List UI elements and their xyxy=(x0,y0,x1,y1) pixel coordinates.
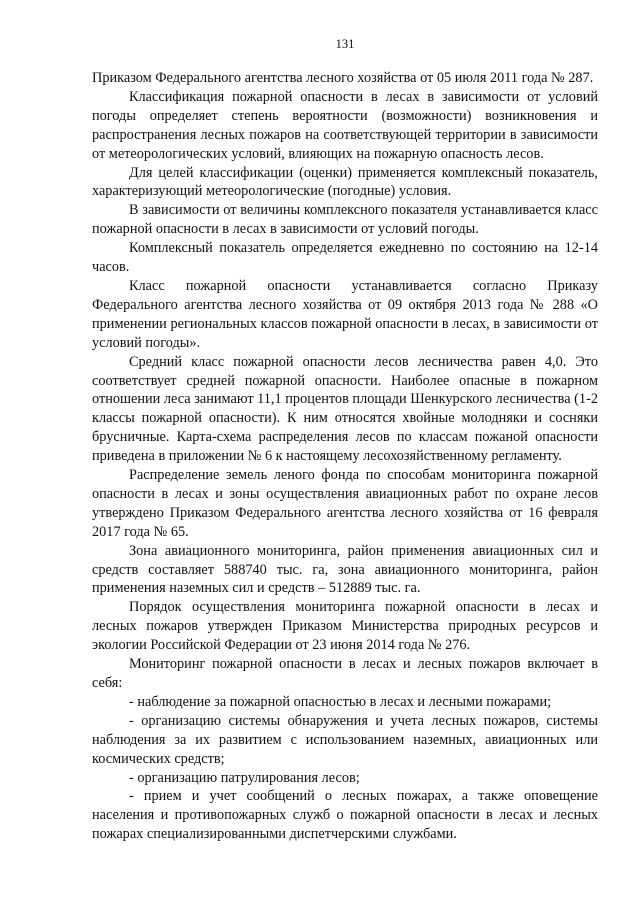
paragraph-complex-indicator: Для целей классификации (оценки) применяется комплексный показатель, характеризующий метеорологические (погодные) условия. xyxy=(92,164,598,200)
paragraph-aviation-zone: Зона авиационного мониторинга, район применения авиационных сил и средств составляет 588740 тыс. га, зона авиационного мониторинга, район применения наземных сил и средств – 512889 тыс. га. xyxy=(92,542,598,597)
paragraph-order-reference: Приказом Федерального агентства лесного хозяйства от 05 июля 2011 года № 287. xyxy=(92,70,594,86)
paragraph-classification: Классификация пожарной опасности в лесах в зависимости от условий погоды определяет степень вероятности (возможности) возникновения и распространения лесных пожаров на соответствующей территории в зависимости от метеорологических условий, влияющих на пожарную опасность лесов. xyxy=(92,88,598,162)
list-item-patrolling: - организацию патрулирования лесов; xyxy=(129,769,360,786)
list-item-detection-system: - организацию системы обнаружения и учета лесных пожаров, системы наблюдения за их развитием с использованием наземных, авиационных или космических средств; xyxy=(92,712,598,767)
list-item-observation: - наблюдение за пожарной опасностью в лесах и лесными пожарами; xyxy=(129,693,552,710)
list-item-reports: - прием и учет сообщений о лесных пожарах, а также оповещение населения и противопожарных служб о пожарной опасности в лесах и лесных пожарах специализированными диспетчерскими службами. xyxy=(92,788,598,843)
paragraph-average-class: Средний класс пожарной опасности лесов лесничества равен 4,0. Это соответствует средней пожарной опасности. Наиболее опасные в пожарном отношении леса занимают 11,1 процентов площади Шенкурского лесничества (1-2 классы пожарной опасности). К ним относятся хвойные молодняки и сосняки брусничные. Карта-схема распределения лесов по классам пожаной опасности приведена в приложении № 6 к настоящему лесохозяйственному регламенту. xyxy=(92,353,598,465)
paragraph-daily-determination: Комплексный показатель определяется ежедневно по состоянию на 12-14 часов. xyxy=(92,240,598,276)
page-number: 131 xyxy=(335,37,355,51)
paragraph-monitoring-includes: Мониторинг пожарной опасности в лесах и лесных пожаров включает в себя: xyxy=(92,656,598,691)
paragraph-class-order: Класс пожарной опасности устанавливается согласно Приказу Федерального агентства лесного хозяйства от 09 октября 2013 года № 288 «О применении региональных классов пожарной опасности в лесах, в зависимости от условий погоды». xyxy=(92,277,598,351)
document-page xyxy=(92,36,598,844)
paragraph-monitoring-order: Порядок осуществления мониторинга пожарной опасности в лесах и лесных пожаров утвержден Приказом Министерства природных ресурсов и экологии Российской Федерации от 23 июня 2014 года № 276. xyxy=(92,599,598,654)
paragraph-land-distribution: Распределение земель леного фонда по способам мониторинга пожарной опасности в лесах и зоны осуществления авиационных работ по охране лесов утверждено Приказом Федерального агентства лесного хозяйства от 16 февраля 2017 года № 65. xyxy=(92,467,598,540)
paragraph-class-dependence: В зависимости от величины комплексного показателя устанавливается класс пожарной опасности в лесах в зависимости от условий погоды. xyxy=(92,202,598,238)
